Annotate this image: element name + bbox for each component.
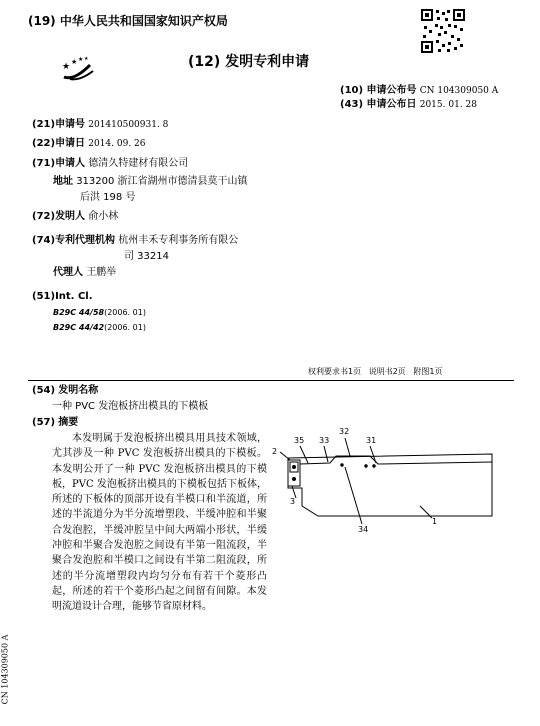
publication-number-value: CN 104309050 A bbox=[419, 86, 499, 96]
svg-text:★: ★ bbox=[78, 56, 84, 63]
field-label: 摘要 bbox=[58, 417, 79, 428]
address-line-2: 后洪 198 号 bbox=[80, 192, 136, 203]
document-type: (12) 发明专利申请 bbox=[188, 54, 310, 70]
applicant bbox=[32, 157, 188, 171]
page-counts: 权利要求书1页 说明书2页 附图1页 bbox=[308, 367, 443, 376]
figure-label-33: 33 bbox=[319, 436, 330, 445]
classification-1 bbox=[53, 307, 146, 318]
field-label: 发明人 bbox=[55, 211, 86, 222]
field-value: 2014. 09. 26 bbox=[88, 139, 146, 149]
publication-number bbox=[340, 84, 498, 98]
invention-title: 一种 PVC 发泡板挤出模具的下模板 bbox=[52, 401, 209, 412]
int-cl bbox=[32, 290, 93, 304]
figure-label-31: 31 bbox=[366, 436, 377, 445]
field-label: Int. Cl. bbox=[55, 291, 93, 302]
field-value: 201410500931. 8 bbox=[88, 120, 169, 130]
address bbox=[53, 175, 248, 189]
publication-number-label: (10) 申请公布号 bbox=[340, 85, 417, 96]
classification-2 bbox=[53, 322, 146, 333]
patent-agency-line-2: 司 33214 bbox=[124, 251, 169, 262]
abstract-heading bbox=[32, 416, 78, 430]
field-label: 发明名称 bbox=[58, 385, 99, 396]
application-date bbox=[32, 137, 146, 151]
abstract-text: 本发明属于发泡板挤出模具用具技术领域，尤其涉及一种 PVC 发泡板挤出模具的下模板。本发明公开了一种 PVC 发泡板挤出模具的下模板，PVC 发泡板挤出模具的下模板包括下板体，所述的下板体的顶部开设有半模口和半流道，所述的半流道分为半分流增塑段、半缓冲腔和半聚合发泡腔，半缓冲腔呈中间大两端小形状，半缓冲腔和半聚合发泡腔之间设有半第一阻流段，半聚合发泡腔和半模口之间设有半第二阻流段，所述的半分流增塑段内均匀分布有若干个菱形凸起，所述的若干个菱形凸起之间留有间隙。本发明流道设计合理，能够节省原材料。 bbox=[52, 433, 267, 613]
field-code: (21) bbox=[32, 119, 56, 130]
svg-text:★: ★ bbox=[62, 62, 71, 72]
field-label: 申请号 bbox=[55, 119, 86, 130]
qr-code bbox=[420, 8, 466, 54]
classification-date: (2006. 01) bbox=[104, 308, 146, 317]
field-value: 杭州丰禾专利事务所有限公 bbox=[118, 235, 239, 246]
field-value: 313200 浙江省湖州市德清县莫干山镇 bbox=[76, 176, 248, 187]
patent-agency bbox=[32, 234, 238, 248]
publication-date-label: (43) 申请公布日 bbox=[340, 99, 417, 110]
office-name: (19) 中华人民共和国国家知识产权局 bbox=[28, 14, 228, 28]
figure-label-3: 3 bbox=[290, 497, 296, 506]
publication-date-value: 2015. 01. 28 bbox=[419, 100, 477, 110]
agent bbox=[53, 266, 116, 280]
field-label: 申请日 bbox=[55, 138, 86, 149]
svg-text:★: ★ bbox=[71, 58, 78, 66]
field-code: (74) bbox=[32, 235, 56, 246]
field-value: 王鹏举 bbox=[86, 267, 117, 278]
field-code: (57) bbox=[32, 417, 56, 428]
field-label: 代理人 bbox=[53, 267, 83, 278]
svg-text:★: ★ bbox=[84, 56, 89, 62]
application-number bbox=[32, 118, 168, 132]
invention-title-heading bbox=[32, 384, 98, 398]
classification-code: B29C 44/42 bbox=[53, 323, 105, 332]
inventor bbox=[32, 210, 118, 224]
field-label: 地址 bbox=[53, 176, 73, 187]
figure-label-32: 32 bbox=[339, 427, 350, 436]
figure-label-2: 2 bbox=[272, 447, 278, 456]
field-label: 专利代理机构 bbox=[55, 235, 116, 246]
figure-label-35: 35 bbox=[294, 436, 305, 445]
field-label: 申请人 bbox=[55, 158, 86, 169]
figure-label-34: 34 bbox=[358, 525, 369, 534]
divider bbox=[28, 380, 514, 381]
field-value: 德清久特建材有限公司 bbox=[88, 158, 189, 169]
field-code: (72) bbox=[32, 211, 56, 222]
field-value: 俞小林 bbox=[88, 211, 119, 222]
cnipa-logo bbox=[60, 55, 96, 83]
figure-label-1: 1 bbox=[432, 517, 438, 526]
abstract-figure bbox=[270, 426, 510, 536]
side-publication-number: CN 104309050 A bbox=[0, 634, 10, 705]
classification-date: (2006. 01) bbox=[104, 323, 146, 332]
publication-date bbox=[340, 98, 477, 112]
field-code: (51) bbox=[32, 291, 56, 302]
field-code: (54) bbox=[32, 385, 56, 396]
field-code: (22) bbox=[32, 138, 56, 149]
classification-code: B29C 44/58 bbox=[53, 308, 105, 317]
field-code: (71) bbox=[32, 158, 56, 169]
